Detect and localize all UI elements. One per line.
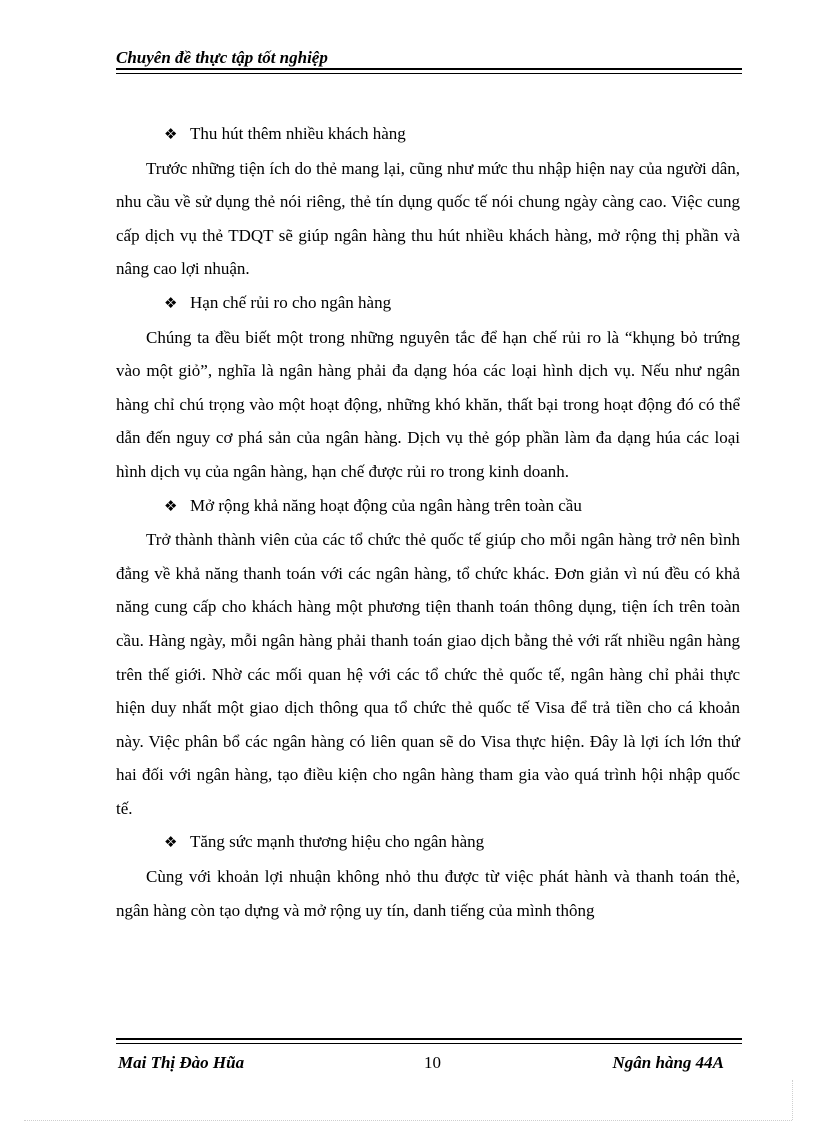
section-heading: [116, 286, 740, 321]
footer-rule: [116, 1038, 742, 1044]
page-edge-right: [792, 1080, 793, 1120]
body-content: [116, 117, 740, 927]
paragraph: Trở thành thành viên của các tổ chức thẻ quốc tế giúp cho mỗi ngân hàng trở nên bình đẳng về khả năng thanh toán với các ngân hàng, tổ chức khác. Đơn giản vì nú đều có khả năng cung cấp cho khách hàng một phương tiện thanh toán thông dụng, tiện ích trên toàn cầu. Hàng ngày, mỗi ngân hàng phải thanh toán giao dịch bằng thẻ với rất nhiều ngân hàng trên thế giới. Nhờ các mối quan hệ với các tổ chức thẻ quốc tế, ngân hàng chỉ phải thực hiện duy nhất một giao dịch thông qua tổ chức thẻ quốc tế Visa để trả tiền cho cá khoản này. Việc phân bổ các ngân hàng có liên quan sẽ do Visa thực hiện. Đây là lợi ích lớn thứ hai đối với ngân hàng, tạo điều kiện cho ngân hàng tham gia vào quá trình hội nhập quốc tế.: [116, 530, 740, 818]
footer-author: Mai Thị Đào Hũa: [118, 1053, 245, 1072]
page-edge-bottom: [24, 1120, 792, 1121]
heading-text: Tăng sức mạnh thương hiệu cho ngân hàng: [190, 832, 485, 852]
diamond-bullet-icon: ❖: [164, 833, 178, 852]
header-rule: [116, 68, 742, 74]
page-number: 10: [424, 1053, 441, 1072]
paragraph: Chúng ta đều biết một trong những nguyên tắc để hạn chế rủi ro là “khụng bỏ trứng vào một giỏ”, nghĩa là ngân hàng phải đa dạng hóa các loại hình dịch vụ. Nếu như ngân hàng chỉ chú trọng vào một hoạt động, những khó khăn, thất bại trong hoạt động đó có thể dẫn đến nguy cơ phá sản của ngân hàng. Dịch vụ thẻ góp phần làm đa dạng húa các loại hình dịch vụ của ngân hàng, hạn chế được rủi ro trong kinh doanh.: [116, 327, 740, 481]
page-header-title: Chuyên đề thực tập tốt nghiệp: [116, 48, 328, 67]
footer-class: Ngân hàng 44A: [612, 1053, 724, 1072]
heading-text: Hạn chế rủi ro cho ngân hàng: [190, 292, 392, 312]
diamond-bullet-icon: ❖: [164, 125, 178, 143]
diamond-bullet-icon: ❖: [164, 293, 178, 312]
heading-text: Mở rộng khả năng hoạt động của ngân hàng trên toàn cầu: [190, 495, 582, 515]
paragraph: Cùng với khoản lợi nhuận không nhỏ thu được từ việc phát hành và thanh toán thẻ, ngân hàng còn tạo dựng và mở rộng uy tín, danh tiếng của mình thông: [116, 867, 740, 920]
paragraph: Trước những tiện ích do thẻ mang lại, cũng như mức thu nhập hiện nay của người dân, nhu cầu về sử dụng thẻ nói riêng, thẻ tín dụng quốc tế nói chung ngày càng cao. Việc cung cấp dịch vụ thẻ TDQT sẽ giúp ngân hàng thu hút nhiều khách hàng, mở rộng thị phần và nâng cao lợi nhuận.: [116, 158, 740, 279]
section-heading: [116, 825, 740, 860]
diamond-bullet-icon: ❖: [164, 496, 178, 515]
section-heading: [116, 489, 740, 524]
heading-text: Thu hút thêm nhiều khách hàng: [190, 124, 406, 143]
section-heading: [116, 117, 740, 152]
